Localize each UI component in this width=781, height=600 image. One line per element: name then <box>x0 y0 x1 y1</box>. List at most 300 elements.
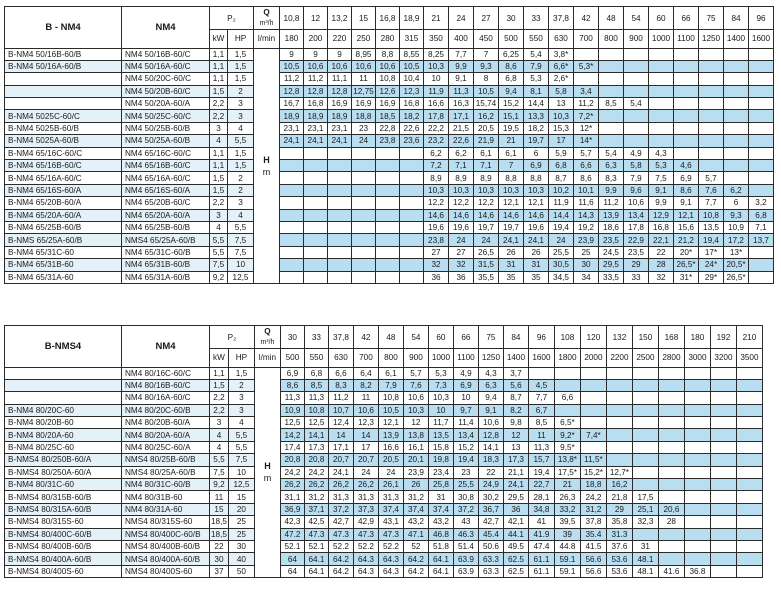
head-value-cell: 10,5 <box>280 60 304 72</box>
pump-name-cell: NM4 50/16B-60/C <box>122 48 210 60</box>
head-value-cell: 64.1 <box>304 565 328 577</box>
head-value-cell <box>280 221 304 233</box>
head-value-cell: 64 <box>280 565 304 577</box>
head-value-cell: 16,9 <box>328 98 352 110</box>
head-value-cell: 17* <box>699 246 724 258</box>
head-value-cell: 30,2 <box>478 491 503 503</box>
head-value-cell: 64.3 <box>353 565 378 577</box>
head-value-cell: 10,6 <box>304 60 328 72</box>
head-value-cell <box>280 184 304 196</box>
head-value-cell: 31,3 <box>328 491 353 503</box>
head-value-cell: 14,1 <box>478 441 503 453</box>
head-value-cell: 10 <box>424 73 449 85</box>
head-value-cell <box>684 404 710 416</box>
head-value-cell: 47.3 <box>378 528 403 540</box>
head-value-cell: 10,4 <box>400 73 424 85</box>
head-value-cell <box>684 417 710 429</box>
head-value-cell <box>400 221 424 233</box>
head-value-cell: 10,8 <box>304 404 328 416</box>
flow-lmin-value: 350 <box>424 30 449 49</box>
flow-m3h-value: 42 <box>353 326 378 349</box>
table-row <box>5 234 774 246</box>
pump-name-cell: NM4 80/16A-60/C <box>122 392 210 404</box>
head-value-cell: 7,9 <box>524 60 549 72</box>
head-value-cell: 64.3 <box>378 553 403 565</box>
head-value-cell: 52.1 <box>280 540 304 552</box>
power-kw-cell: 7,5 <box>210 466 229 478</box>
head-value-cell: 6,6* <box>549 60 574 72</box>
head-value-cell: 21 <box>554 479 580 491</box>
head-value-cell: 61.1 <box>528 553 554 565</box>
head-value-cell: 36 <box>503 503 528 515</box>
head-value-cell: 43,2 <box>403 516 428 528</box>
head-value-cell: 31 <box>632 540 658 552</box>
head-value-cell: 24,1 <box>280 135 304 147</box>
power-kw-cell: 3 <box>210 122 228 134</box>
head-value-cell: 26,2 <box>353 479 378 491</box>
flow-lmin-value: 1250 <box>699 30 724 49</box>
head-value-cell: 20,1 <box>403 454 428 466</box>
head-value-cell <box>376 197 400 209</box>
head-value-cell: 20,6 <box>658 503 684 515</box>
power-kw-cell: 1,1 <box>210 48 228 60</box>
power-hp-cell: 40 <box>228 553 254 565</box>
head-value-cell <box>574 48 599 60</box>
table-row <box>5 135 774 147</box>
model-name-cell: B-NM4 65/31C-60 <box>5 246 122 258</box>
head-value-cell: 7,3 <box>428 379 453 391</box>
head-value-cell <box>352 160 376 172</box>
power-hp-cell: 2 <box>228 379 254 391</box>
head-value-cell <box>632 429 658 441</box>
head-value-cell: 10,6 <box>478 417 503 429</box>
head-value-cell: 27 <box>424 246 449 258</box>
pump-name-cell: NMS4 80/25B-60/B <box>122 454 210 466</box>
table-row <box>5 540 763 552</box>
pump-performance-table-nms4 <box>4 325 763 578</box>
head-value-cell: 37,3 <box>353 503 378 515</box>
head-value-cell: 9,1 <box>649 184 674 196</box>
head-unit-cell <box>254 48 280 283</box>
head-value-cell <box>599 48 624 60</box>
head-value-cell: 47.3 <box>328 528 353 540</box>
head-value-cell: 6,4 <box>353 367 378 379</box>
head-value-cell <box>658 528 684 540</box>
head-value-cell <box>649 85 674 97</box>
table-row <box>5 503 763 515</box>
power-kw-cell: 18,5 <box>211 517 227 527</box>
head-value-cell <box>376 172 400 184</box>
model-name-cell: B-NM4 5025A-60/B <box>5 135 122 147</box>
head-value-cell <box>658 379 684 391</box>
head-value-cell: 12,4 <box>328 417 353 429</box>
head-value-cell: 23 <box>352 122 376 134</box>
power-hp-cell: 3 <box>228 197 254 209</box>
head-value-cell: 43,1 <box>378 516 403 528</box>
flow-lmin-value: 1100 <box>453 349 478 368</box>
table-row <box>5 528 763 540</box>
head-value-cell: 10,6 <box>328 60 352 72</box>
head-value-cell: 26 <box>524 246 549 258</box>
flow-lmin-value: 180 <box>280 30 304 49</box>
flow-m3h-value: 33 <box>304 326 328 349</box>
head-value-cell <box>606 404 632 416</box>
head-value-cell: 8,9 <box>474 172 499 184</box>
model-name-cell: B-NMS4 80/400B-60/B <box>5 540 122 552</box>
head-value-cell: 26,5 <box>474 246 499 258</box>
head-value-cell: 4,3 <box>478 367 503 379</box>
power-kw-cell: 37 <box>210 565 229 577</box>
model-name-cell <box>5 367 122 379</box>
flow-lmin-value: 1800 <box>554 349 580 368</box>
power-kw-cell: 15 <box>210 503 229 515</box>
flow-m3h-value: 180 <box>684 326 710 349</box>
pump-name-cell: NMS4 80/400B-60/B <box>122 540 210 552</box>
model-name-cell: B-NM4 80/25C-60 <box>5 441 122 453</box>
head-value-cell: 14,1 <box>304 429 328 441</box>
flow-q-unit: m³/h <box>260 339 275 346</box>
head-value-cell <box>352 147 376 159</box>
head-value-cell <box>376 234 400 246</box>
head-value-cell <box>649 110 674 122</box>
head-value-cell: 17 <box>353 441 378 453</box>
head-value-cell: 26 <box>499 246 524 258</box>
head-value-cell: 21,8 <box>606 491 632 503</box>
power-kw-cell: 1,5 <box>210 184 228 196</box>
power-hp-cell: 1,5 <box>228 48 254 60</box>
power-hp-cell: 12,5 <box>228 271 254 283</box>
head-value-cell: 14,4 <box>549 209 574 221</box>
head-value-cell: 42,9 <box>353 516 378 528</box>
head-value-cell <box>749 73 774 85</box>
head-value-cell: 50.6 <box>478 540 503 552</box>
head-value-cell <box>304 209 328 221</box>
head-value-cell <box>710 540 736 552</box>
head-value-cell: 17,8 <box>624 221 649 233</box>
head-value-cell: 22,7 <box>528 479 554 491</box>
flow-m3h-value: 33 <box>524 7 549 30</box>
head-value-cell: 6,9 <box>674 172 699 184</box>
head-value-cell: 31,5 <box>474 259 499 271</box>
head-value-cell: 14,4 <box>524 98 549 110</box>
head-value-cell: 24,9 <box>478 479 503 491</box>
head-value-cell: 10,3 <box>428 392 453 404</box>
head-value-cell: 28,1 <box>528 491 554 503</box>
head-value-cell <box>710 479 736 491</box>
power-hp-cell: 4 <box>228 417 254 429</box>
head-value-cell: 6,25 <box>499 48 524 60</box>
head-value-cell <box>304 271 328 283</box>
head-value-cell <box>674 73 699 85</box>
pump-name-cell: NM4 50/20B-60/C <box>122 85 210 97</box>
head-value-cell: 17,1 <box>328 441 353 453</box>
flow-lmin-value: 400 <box>449 30 474 49</box>
flow-lmin-value: 800 <box>599 30 624 49</box>
header-row-q <box>5 7 774 30</box>
head-value-cell: 18,9 <box>280 110 304 122</box>
head-value-cell <box>736 429 762 441</box>
power-hp-cell: 4 <box>228 209 254 221</box>
pump-name-cell: NM4 65/25B-60/B <box>122 221 210 233</box>
head-value-cell <box>736 392 762 404</box>
head-value-cell <box>328 209 352 221</box>
pump-name-cell: NM4 50/20C-60/C <box>122 73 210 85</box>
head-value-cell: 33,5 <box>599 271 624 283</box>
head-value-cell: 29,5 <box>599 259 624 271</box>
head-value-cell: 19,5 <box>499 122 524 134</box>
kw-unit-header: kW <box>210 349 229 368</box>
head-value-cell: 37,4 <box>378 503 403 515</box>
head-value-cell: 14,6 <box>499 209 524 221</box>
head-value-cell <box>699 60 724 72</box>
head-value-cell: 17,4 <box>280 441 304 453</box>
head-value-cell: 21,1 <box>503 466 528 478</box>
head-value-cell: 23,8 <box>424 234 449 246</box>
flow-lmin-value: 630 <box>549 30 574 49</box>
head-value-cell: 19,4 <box>549 221 574 233</box>
flow-lmin-value: 450 <box>474 30 499 49</box>
head-value-cell: 12,2 <box>424 197 449 209</box>
head-value-cell: 24,1 <box>304 135 328 147</box>
head-value-cell: 7,9 <box>378 379 403 391</box>
flow-m3h-value: 30 <box>280 326 304 349</box>
pump-name-cell: NM4 80/31C-60/B <box>122 479 210 491</box>
head-value-cell: 10,6 <box>624 197 649 209</box>
head-h-symbol: H <box>264 461 271 472</box>
head-value-cell: 8,2 <box>503 404 528 416</box>
flow-lmin-value: 800 <box>378 349 403 368</box>
head-value-cell <box>684 479 710 491</box>
power-kw-cell: 1,1 <box>210 367 229 379</box>
head-value-cell: 8,95 <box>352 48 376 60</box>
head-value-cell <box>749 147 774 159</box>
head-value-cell <box>352 259 376 271</box>
head-value-cell: 53.6 <box>606 565 632 577</box>
head-value-cell: 41.5 <box>580 540 606 552</box>
model-name-cell: B-NMS4 80/400C-60/B <box>5 528 122 540</box>
head-value-cell: 6,9 <box>524 160 549 172</box>
head-value-cell <box>736 466 762 478</box>
head-value-cell: 63.9 <box>453 553 478 565</box>
head-value-cell <box>580 441 606 453</box>
head-value-cell <box>710 417 736 429</box>
head-value-cell: 19,6 <box>424 221 449 233</box>
head-value-cell: 4,3 <box>649 147 674 159</box>
head-value-cell: 17,8 <box>424 110 449 122</box>
head-value-cell: 47.2 <box>280 528 304 540</box>
pump-name-cell: NMS4 80/315S-60 <box>122 516 210 528</box>
flow-lmin-value: 700 <box>574 30 599 49</box>
flow-lmin-value: 550 <box>524 30 549 49</box>
head-value-cell: 10,5 <box>474 85 499 97</box>
flow-m3h-value: 60 <box>649 7 674 30</box>
head-m-unit: m <box>263 473 272 484</box>
head-value-cell <box>632 454 658 466</box>
head-value-cell: 6,7 <box>528 404 554 416</box>
head-value-cell: 7,6 <box>403 379 428 391</box>
head-value-cell: 18,5 <box>376 110 400 122</box>
head-value-cell: 11,2 <box>280 73 304 85</box>
head-value-cell <box>280 160 304 172</box>
table-row <box>5 209 774 221</box>
head-value-cell: 8,2 <box>353 379 378 391</box>
head-value-cell <box>674 147 699 159</box>
head-value-cell: 11,3 <box>304 392 328 404</box>
head-value-cell: 12,5 <box>280 417 304 429</box>
head-value-cell: 22,6 <box>449 135 474 147</box>
head-value-cell: 16,9 <box>376 98 400 110</box>
model-name-cell: B-NM4 5025C-60/C <box>5 110 122 122</box>
flow-lmin-value: 550 <box>304 349 328 368</box>
table-row <box>5 147 774 159</box>
pump-name-cell: NM4 80/25C-60/A <box>122 441 210 453</box>
head-value-cell: 10 <box>428 404 453 416</box>
head-value-cell: 4,9 <box>453 367 478 379</box>
pump-name-cell: NMS4 80/400A-60/B <box>122 553 210 565</box>
head-value-cell: 16,8 <box>400 98 424 110</box>
head-value-cell <box>400 160 424 172</box>
model-name-cell: B-NM4 80/20A-60 <box>5 429 122 441</box>
flow-lmin-value: 2200 <box>606 349 632 368</box>
head-value-cell: 12,9 <box>649 209 674 221</box>
head-value-cell <box>658 429 684 441</box>
power-kw-cell: 2,2 <box>210 98 228 110</box>
head-value-cell: 13,8* <box>554 454 580 466</box>
head-value-cell: 6,8 <box>499 73 524 85</box>
head-value-cell: 14,6 <box>424 209 449 221</box>
head-value-cell <box>649 122 674 134</box>
head-value-cell <box>624 73 649 85</box>
head-value-cell <box>328 246 352 258</box>
head-value-cell: 6,2 <box>424 147 449 159</box>
power-hp-cell: 2 <box>228 184 254 196</box>
pump-name-cell: NM4 65/16B-60/C <box>122 160 210 172</box>
model-name-cell <box>5 98 122 110</box>
head-value-cell: 37,4 <box>428 503 453 515</box>
head-value-cell <box>749 48 774 60</box>
head-value-cell: 11,2 <box>328 392 353 404</box>
power-kw-cell: 1,5 <box>210 85 228 97</box>
head-value-cell: 12,1 <box>499 197 524 209</box>
flow-lmin-value: 1100 <box>674 30 699 49</box>
head-value-cell: 12,3 <box>400 85 424 97</box>
head-value-cell: 9 <box>280 48 304 60</box>
table-row <box>5 160 774 172</box>
head-value-cell: 63.3 <box>478 553 503 565</box>
head-value-cell: 26,5* <box>674 259 699 271</box>
pump-name-cell: NM4 80/16B-60/C <box>122 379 210 391</box>
head-value-cell: 31,1 <box>280 491 304 503</box>
power-hp-cell: 5,5 <box>228 135 254 147</box>
head-value-cell <box>280 197 304 209</box>
head-value-cell: 11 <box>528 429 554 441</box>
model-name-cell <box>5 73 122 85</box>
pump-name-cell: NM4 80/20B-60/A <box>122 417 210 429</box>
head-value-cell: 10,3 <box>499 184 524 196</box>
head-value-cell: 7 <box>474 48 499 60</box>
head-value-cell: 35 <box>524 271 549 283</box>
head-value-cell: 18,8 <box>580 479 606 491</box>
power-kw-cell: 4 <box>210 441 229 453</box>
head-value-cell: 25 <box>574 246 599 258</box>
head-value-cell <box>649 73 674 85</box>
head-value-cell: 11,9 <box>549 197 574 209</box>
head-value-cell <box>304 172 328 184</box>
table-row <box>5 429 763 441</box>
head-value-cell: 9,5* <box>554 441 580 453</box>
head-value-cell <box>724 122 749 134</box>
head-value-cell: 32 <box>424 259 449 271</box>
head-value-cell <box>658 454 684 466</box>
head-value-cell: 36,9 <box>280 503 304 515</box>
head-value-cell <box>699 110 724 122</box>
head-value-cell <box>376 209 400 221</box>
flow-m3h-value: 48 <box>599 7 624 30</box>
head-value-cell: 24 <box>353 466 378 478</box>
head-value-cell <box>699 122 724 134</box>
head-value-cell <box>684 516 710 528</box>
head-value-cell: 9,9 <box>599 184 624 196</box>
head-value-cell: 17,1 <box>449 110 474 122</box>
flow-lmin-value: 1400 <box>503 349 528 368</box>
head-value-cell <box>528 367 554 379</box>
head-value-cell: 8,3 <box>599 172 624 184</box>
head-value-cell: 22 <box>649 246 674 258</box>
head-value-cell: 12,3 <box>353 417 378 429</box>
head-value-cell <box>400 246 424 258</box>
head-value-cell: 8,7 <box>549 172 574 184</box>
head-value-cell: 5,7 <box>403 367 428 379</box>
head-value-cell: 63.3 <box>478 565 503 577</box>
model-column-header: B-NMS4 <box>5 326 122 368</box>
head-value-cell <box>736 441 762 453</box>
power-hp-cell: 7,5 <box>228 246 254 258</box>
head-value-cell: 16,7 <box>280 98 304 110</box>
head-value-cell: 12,75 <box>353 86 374 96</box>
head-value-cell: 7,1 <box>749 221 774 233</box>
head-value-cell: 8,9 <box>449 172 474 184</box>
head-value-cell: 24 <box>474 234 499 246</box>
head-value-cell: 11,3 <box>449 85 474 97</box>
flow-m3h-value: 75 <box>478 326 503 349</box>
head-value-cell <box>749 184 774 196</box>
head-value-cell <box>400 259 424 271</box>
flow-m3h-value: 66 <box>453 326 478 349</box>
head-value-cell: 23,1 <box>280 122 304 134</box>
head-value-cell: 19,6 <box>524 221 549 233</box>
head-value-cell: 26 <box>403 479 428 491</box>
head-value-cell <box>352 172 376 184</box>
head-value-cell: 24,1 <box>328 466 353 478</box>
head-value-cell: 52 <box>403 540 428 552</box>
head-value-cell: 28 <box>649 259 674 271</box>
power-kw-cell: 2,2 <box>210 197 228 209</box>
table-row <box>5 441 763 453</box>
head-value-cell <box>580 417 606 429</box>
flow-lmin-value: 3500 <box>736 349 762 368</box>
head-value-cell: 24,1 <box>524 234 549 246</box>
flow-m3h-value: 15 <box>352 7 376 30</box>
head-value-cell: 8,6 <box>574 172 599 184</box>
head-value-cell: 16,2 <box>606 479 632 491</box>
head-value-cell <box>280 234 304 246</box>
head-value-cell: 24,1 <box>328 135 352 147</box>
flow-m3h-value: 108 <box>554 326 580 349</box>
head-value-cell <box>674 60 699 72</box>
head-value-cell <box>749 60 774 72</box>
table-row <box>5 85 774 97</box>
head-value-cell <box>606 367 632 379</box>
